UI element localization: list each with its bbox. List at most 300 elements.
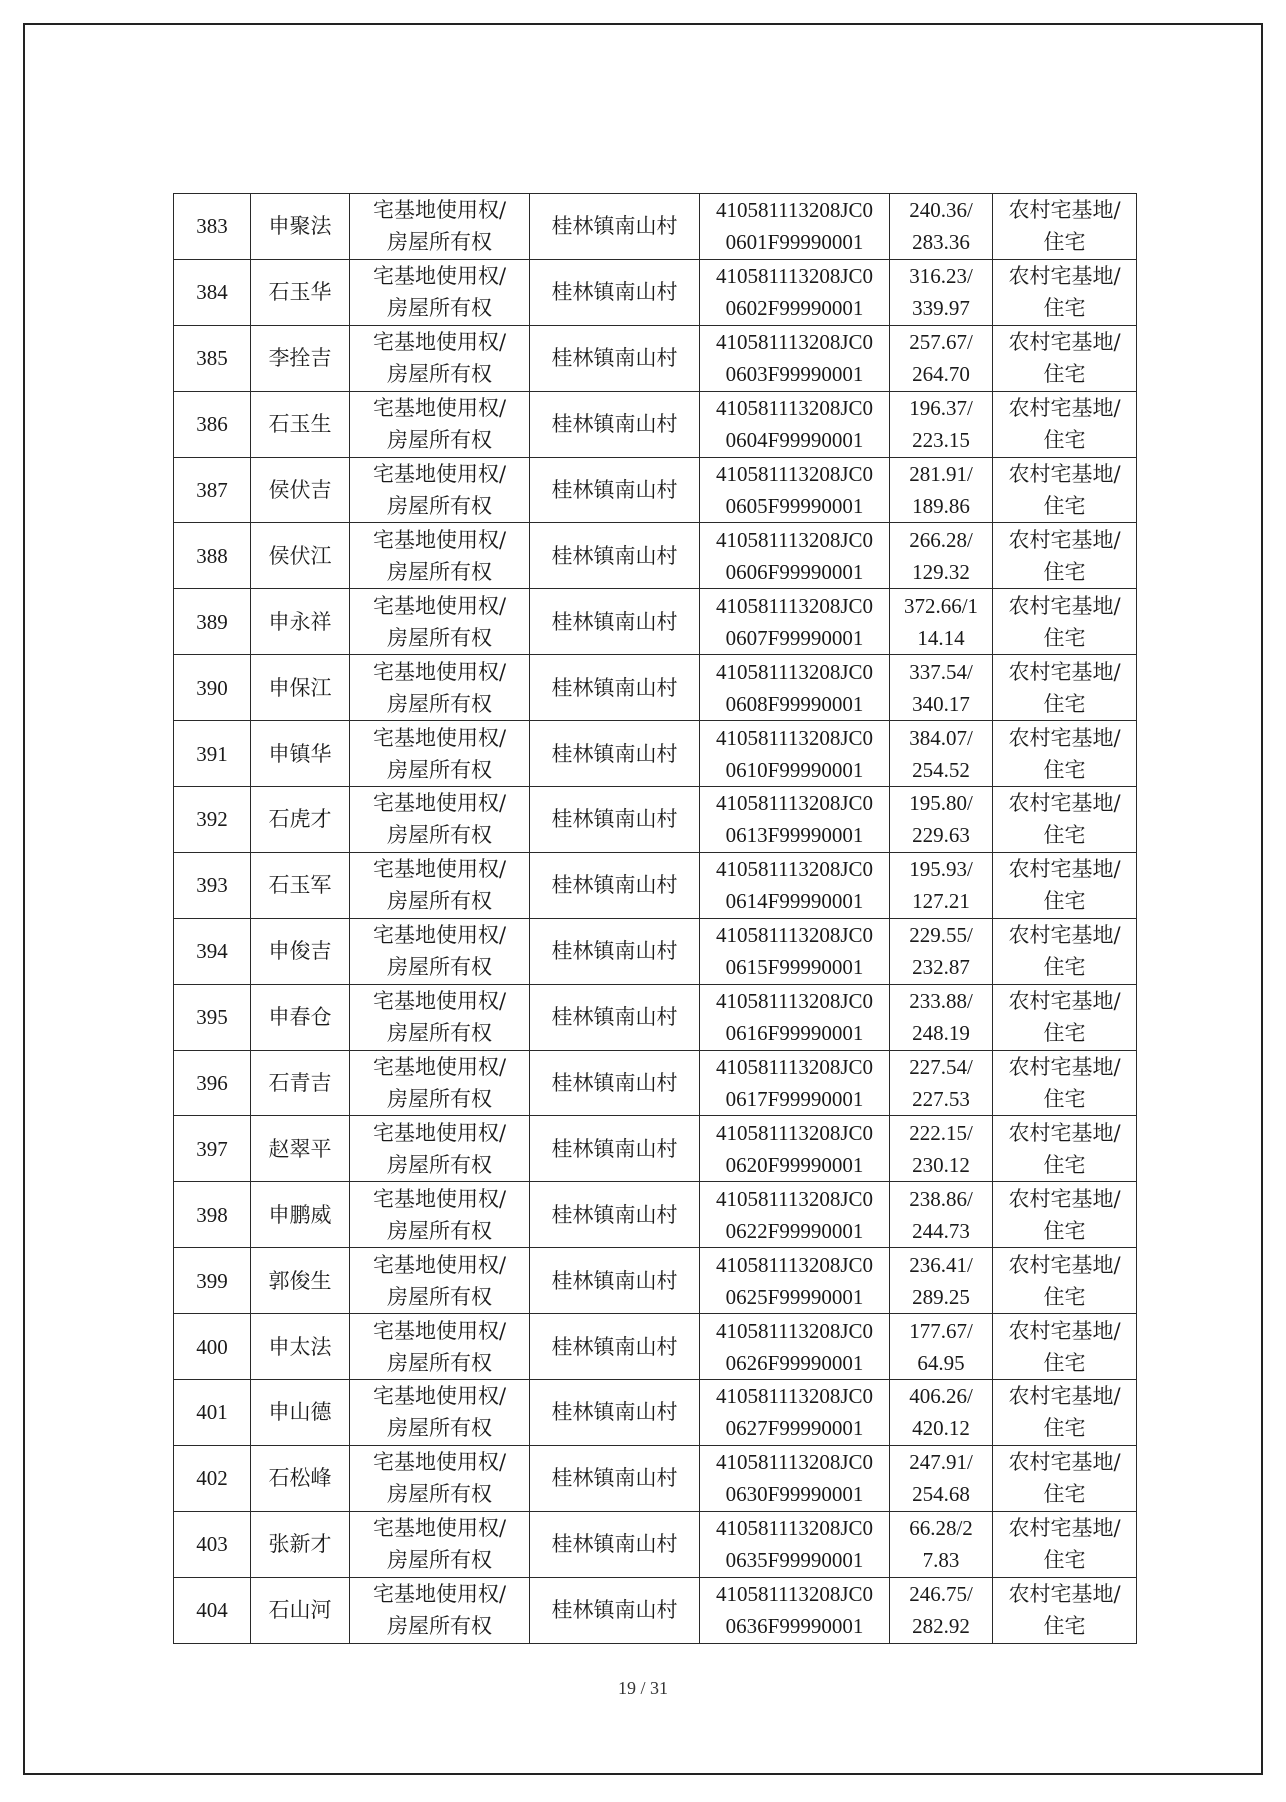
land-use-cell xyxy=(993,1577,1137,1643)
right-type-text: 房屋所有权 xyxy=(387,691,492,716)
table-row xyxy=(174,391,1137,457)
land-use-text: 住宅 xyxy=(1043,1350,1086,1375)
owner-name-text: 石山河 xyxy=(268,1598,332,1623)
right-type-cell xyxy=(350,1182,530,1248)
row-number-cell xyxy=(174,194,251,260)
row-number-cell xyxy=(174,1314,251,1380)
right-type-text: 房屋所有权 xyxy=(387,494,492,518)
area-text: 195.93/ xyxy=(909,857,973,882)
owner-name-text: 郭俊生 xyxy=(268,1268,332,1293)
location-text: 桂林镇南山村 xyxy=(551,1334,678,1359)
right-type-text: 宅基地使用权/ xyxy=(372,1450,507,1475)
right-type-text: 房屋所有权 xyxy=(387,559,492,584)
row-number-text: 397 xyxy=(196,1136,228,1161)
location-cell xyxy=(530,259,700,325)
owner-name-cell xyxy=(251,194,350,260)
row-number-text: 385 xyxy=(196,346,228,371)
land-use-cell xyxy=(993,1314,1137,1380)
area-text: 223.15 xyxy=(912,428,970,453)
area-text: 227.53 xyxy=(912,1087,970,1112)
row-number-text: 383 xyxy=(196,214,228,239)
unit-code-text: 410581113208JC0 xyxy=(715,1384,874,1409)
right-type-text: 房屋所有权 xyxy=(387,889,492,914)
owner-name-cell xyxy=(251,787,350,853)
owner-name-text: 侯伏江 xyxy=(268,543,332,568)
table-row xyxy=(174,1314,1137,1380)
area-cell xyxy=(890,918,993,984)
land-use-text: 农村宅基地/ xyxy=(1008,857,1121,882)
unit-code-text: 410581113208JC0 xyxy=(715,1450,874,1475)
area-cell xyxy=(890,721,993,787)
property-registry-table xyxy=(173,193,1137,1644)
row-number-text: 394 xyxy=(196,939,228,964)
land-use-text: 住宅 xyxy=(1043,1416,1086,1441)
area-text: 236.41/ xyxy=(909,1252,973,1277)
owner-name-cell xyxy=(251,391,350,457)
area-cell xyxy=(890,1182,993,1248)
row-number-text: 388 xyxy=(196,543,228,568)
land-use-text: 住宅 xyxy=(1043,559,1086,584)
location-cell xyxy=(530,1248,700,1314)
land-use-text: 住宅 xyxy=(1043,691,1086,716)
location-cell xyxy=(530,721,700,787)
unit-code-text: 0605F99990001 xyxy=(725,494,864,518)
right-type-text: 宅基地使用权/ xyxy=(372,330,507,355)
right-type-text: 房屋所有权 xyxy=(387,757,492,782)
unit-code-text: 0615F99990001 xyxy=(725,955,864,980)
row-number-text: 389 xyxy=(196,609,228,634)
table-row xyxy=(174,1182,1137,1248)
land-use-text: 住宅 xyxy=(1043,1284,1086,1309)
row-number-cell xyxy=(174,984,251,1050)
owner-name-text: 申山德 xyxy=(268,1400,332,1425)
land-use-cell xyxy=(993,721,1137,787)
right-type-cell xyxy=(350,1050,530,1116)
land-use-text: 农村宅基地/ xyxy=(1008,725,1121,750)
row-number-cell xyxy=(174,325,251,391)
area-cell xyxy=(890,325,993,391)
owner-name-text: 李拴吉 xyxy=(268,346,332,371)
unit-code-cell xyxy=(700,1577,890,1643)
unit-code-cell xyxy=(700,259,890,325)
area-text: 372.66/1 xyxy=(903,593,979,618)
land-use-cell xyxy=(993,259,1137,325)
unit-code-cell xyxy=(700,1050,890,1116)
area-text: 227.54/ xyxy=(909,1055,973,1080)
owner-name-text: 石青吉 xyxy=(268,1071,332,1096)
owner-name-text: 侯伏吉 xyxy=(268,478,332,502)
area-cell xyxy=(890,1050,993,1116)
area-text: 7.83 xyxy=(922,1548,960,1573)
land-use-text: 农村宅基地/ xyxy=(1008,527,1121,552)
land-use-cell xyxy=(993,852,1137,918)
right-type-cell xyxy=(350,721,530,787)
right-type-cell xyxy=(350,1511,530,1577)
unit-code-text: 0613F99990001 xyxy=(725,823,864,848)
right-type-text: 宅基地使用权/ xyxy=(372,198,507,223)
owner-name-cell xyxy=(251,1314,350,1380)
area-text: 177.67/ xyxy=(909,1318,973,1343)
unit-code-text: 410581113208JC0 xyxy=(715,527,874,552)
right-type-text: 房屋所有权 xyxy=(387,362,492,387)
area-cell xyxy=(890,259,993,325)
location-cell xyxy=(530,984,700,1050)
unit-code-cell xyxy=(700,523,890,589)
unit-code-cell xyxy=(700,1314,890,1380)
unit-code-text: 410581113208JC0 xyxy=(715,1120,874,1145)
land-use-cell xyxy=(993,391,1137,457)
row-number-text: 390 xyxy=(196,675,228,700)
owner-name-text: 赵翠平 xyxy=(268,1136,332,1161)
land-use-cell xyxy=(993,918,1137,984)
area-cell xyxy=(890,1380,993,1446)
location-text: 桂林镇南山村 xyxy=(551,1071,678,1096)
unit-code-text: 410581113208JC0 xyxy=(715,462,874,486)
land-use-cell xyxy=(993,523,1137,589)
location-text: 桂林镇南山村 xyxy=(551,412,678,437)
unit-code-cell xyxy=(700,457,890,523)
row-number-text: 400 xyxy=(196,1334,228,1359)
land-use-text: 农村宅基地/ xyxy=(1008,791,1121,816)
row-number-cell xyxy=(174,523,251,589)
owner-name-cell xyxy=(251,1050,350,1116)
land-use-cell xyxy=(993,457,1137,523)
location-cell xyxy=(530,457,700,523)
row-number-cell xyxy=(174,259,251,325)
land-use-text: 住宅 xyxy=(1043,955,1086,980)
right-type-text: 房屋所有权 xyxy=(387,230,492,255)
right-type-text: 房屋所有权 xyxy=(387,1021,492,1046)
right-type-cell xyxy=(350,787,530,853)
unit-code-cell xyxy=(700,391,890,457)
location-text: 桂林镇南山村 xyxy=(551,1466,678,1491)
right-type-text: 房屋所有权 xyxy=(387,1482,492,1507)
right-type-text: 宅基地使用权/ xyxy=(372,1582,507,1607)
location-text: 桂林镇南山村 xyxy=(551,214,678,239)
row-number-text: 398 xyxy=(196,1202,228,1227)
owner-name-cell xyxy=(251,589,350,655)
area-text: 254.68 xyxy=(912,1482,970,1507)
location-cell xyxy=(530,1511,700,1577)
area-text: 316.23/ xyxy=(909,264,973,289)
right-type-cell xyxy=(350,391,530,457)
land-use-text: 住宅 xyxy=(1043,1218,1086,1243)
area-text: 406.26/ xyxy=(909,1384,973,1409)
owner-name-text: 石玉生 xyxy=(268,412,332,437)
owner-name-cell xyxy=(251,918,350,984)
right-type-text: 房屋所有权 xyxy=(387,1152,492,1177)
location-text: 桂林镇南山村 xyxy=(551,1598,678,1623)
land-use-text: 住宅 xyxy=(1043,1021,1086,1046)
unit-code-text: 410581113208JC0 xyxy=(715,264,874,289)
table-row xyxy=(174,1445,1137,1511)
right-type-cell xyxy=(350,1445,530,1511)
land-use-cell xyxy=(993,787,1137,853)
area-text: 257.67/ xyxy=(909,330,973,355)
area-cell xyxy=(890,852,993,918)
unit-code-text: 410581113208JC0 xyxy=(715,989,874,1014)
right-type-text: 宅基地使用权/ xyxy=(372,1055,507,1080)
owner-name-text: 申俊吉 xyxy=(268,939,332,964)
row-number-text: 396 xyxy=(196,1071,228,1096)
area-text: 266.28/ xyxy=(909,527,973,552)
area-text: 283.36 xyxy=(912,230,970,255)
table-row xyxy=(174,655,1137,721)
location-text: 桂林镇南山村 xyxy=(551,1268,678,1293)
location-text: 桂林镇南山村 xyxy=(551,807,678,832)
location-text: 桂林镇南山村 xyxy=(551,543,678,568)
land-use-text: 住宅 xyxy=(1043,625,1086,650)
area-cell xyxy=(890,655,993,721)
row-number-text: 399 xyxy=(196,1268,228,1293)
table-row xyxy=(174,1380,1137,1446)
right-type-cell xyxy=(350,655,530,721)
area-text: 282.92 xyxy=(912,1614,970,1639)
area-text: 229.63 xyxy=(912,823,970,848)
land-use-cell xyxy=(993,1050,1137,1116)
area-text: 232.87 xyxy=(912,955,970,980)
row-number-cell xyxy=(174,918,251,984)
area-text: 222.15/ xyxy=(909,1120,973,1145)
row-number-cell xyxy=(174,1380,251,1446)
owner-name-text: 石虎才 xyxy=(268,807,332,832)
row-number-cell xyxy=(174,787,251,853)
unit-code-text: 0606F99990001 xyxy=(725,559,864,584)
land-use-text: 住宅 xyxy=(1043,230,1086,255)
right-type-cell xyxy=(350,523,530,589)
right-type-text: 房屋所有权 xyxy=(387,1548,492,1573)
owner-name-text: 申太法 xyxy=(268,1334,332,1359)
unit-code-text: 0607F99990001 xyxy=(725,625,864,650)
owner-name-text: 张新才 xyxy=(268,1532,332,1557)
land-use-text: 住宅 xyxy=(1043,1614,1086,1639)
land-use-cell xyxy=(993,1511,1137,1577)
owner-name-text: 石松峰 xyxy=(268,1466,332,1491)
owner-name-text: 申聚法 xyxy=(268,214,332,239)
land-use-text: 农村宅基地/ xyxy=(1008,659,1121,684)
right-type-text: 宅基地使用权/ xyxy=(372,725,507,750)
land-use-text: 农村宅基地/ xyxy=(1008,593,1121,618)
unit-code-cell xyxy=(700,325,890,391)
owner-name-text: 申鹏威 xyxy=(268,1202,332,1227)
row-number-cell xyxy=(174,1577,251,1643)
right-type-text: 宅基地使用权/ xyxy=(372,462,507,486)
row-number-text: 404 xyxy=(196,1598,228,1623)
row-number-cell xyxy=(174,1445,251,1511)
location-text: 桂林镇南山村 xyxy=(551,939,678,964)
row-number-text: 393 xyxy=(196,873,228,898)
location-cell xyxy=(530,1182,700,1248)
land-use-cell xyxy=(993,1248,1137,1314)
area-text: 233.88/ xyxy=(909,989,973,1014)
area-text: 337.54/ xyxy=(909,659,973,684)
table-body xyxy=(174,194,1137,1644)
land-use-text: 农村宅基地/ xyxy=(1008,1252,1121,1277)
location-cell xyxy=(530,194,700,260)
right-type-cell xyxy=(350,325,530,391)
row-number-cell xyxy=(174,721,251,787)
unit-code-cell xyxy=(700,194,890,260)
area-text: 64.95 xyxy=(917,1350,965,1375)
location-cell xyxy=(530,852,700,918)
owner-name-text: 石玉军 xyxy=(268,873,332,898)
location-text: 桂林镇南山村 xyxy=(551,1400,678,1425)
unit-code-text: 0601F99990001 xyxy=(725,230,864,255)
row-number-text: 395 xyxy=(196,1005,228,1030)
unit-code-cell xyxy=(700,918,890,984)
right-type-text: 宅基地使用权/ xyxy=(372,791,507,816)
unit-code-text: 410581113208JC0 xyxy=(715,1186,874,1211)
area-cell xyxy=(890,523,993,589)
right-type-text: 房屋所有权 xyxy=(387,428,492,453)
area-text: 384.07/ xyxy=(909,725,973,750)
land-use-text: 住宅 xyxy=(1043,428,1086,453)
unit-code-text: 0630F99990001 xyxy=(725,1482,864,1507)
unit-code-text: 0603F99990001 xyxy=(725,362,864,387)
right-type-text: 宅基地使用权/ xyxy=(372,1120,507,1145)
unit-code-cell xyxy=(700,984,890,1050)
row-number-cell xyxy=(174,589,251,655)
unit-code-text: 0604F99990001 xyxy=(725,428,864,453)
page-number: 19 / 31 xyxy=(617,1678,668,1698)
area-text: 247.91/ xyxy=(909,1450,973,1475)
unit-code-text: 410581113208JC0 xyxy=(715,1055,874,1080)
unit-code-cell xyxy=(700,1248,890,1314)
right-type-text: 宅基地使用权/ xyxy=(372,1384,507,1409)
right-type-text: 房屋所有权 xyxy=(387,1350,492,1375)
land-use-text: 农村宅基地/ xyxy=(1008,1318,1121,1343)
area-text: 129.32 xyxy=(912,559,970,584)
location-cell xyxy=(530,1050,700,1116)
right-type-cell xyxy=(350,918,530,984)
right-type-text: 房屋所有权 xyxy=(387,296,492,321)
unit-code-text: 0610F99990001 xyxy=(725,757,864,782)
unit-code-text: 0602F99990001 xyxy=(725,296,864,321)
area-text: 289.25 xyxy=(912,1284,970,1309)
row-number-cell xyxy=(174,852,251,918)
right-type-cell xyxy=(350,457,530,523)
location-cell xyxy=(530,918,700,984)
location-cell xyxy=(530,1116,700,1182)
unit-code-text: 410581113208JC0 xyxy=(715,1582,874,1607)
land-use-text: 农村宅基地/ xyxy=(1008,330,1121,355)
table-row xyxy=(174,1577,1137,1643)
table-row xyxy=(174,721,1137,787)
table-row xyxy=(174,787,1137,853)
land-use-text: 农村宅基地/ xyxy=(1008,1186,1121,1211)
unit-code-cell xyxy=(700,1116,890,1182)
right-type-text: 宅基地使用权/ xyxy=(372,1318,507,1343)
table-row xyxy=(174,325,1137,391)
row-number-cell xyxy=(174,391,251,457)
location-text: 桂林镇南山村 xyxy=(551,609,678,634)
unit-code-text: 0625F99990001 xyxy=(725,1284,864,1309)
unit-code-text: 0614F99990001 xyxy=(725,889,864,914)
unit-code-text: 0627F99990001 xyxy=(725,1416,864,1441)
location-text: 桂林镇南山村 xyxy=(551,346,678,371)
unit-code-text: 410581113208JC0 xyxy=(715,791,874,816)
area-cell xyxy=(890,1248,993,1314)
table-row xyxy=(174,457,1137,523)
area-text: 127.21 xyxy=(912,889,970,914)
area-text: 244.73 xyxy=(912,1218,970,1243)
row-number-cell xyxy=(174,1182,251,1248)
land-use-text: 住宅 xyxy=(1043,1482,1086,1507)
land-use-text: 农村宅基地/ xyxy=(1008,1120,1121,1145)
right-type-cell xyxy=(350,259,530,325)
area-text: 339.97 xyxy=(912,296,970,321)
right-type-cell xyxy=(350,1577,530,1643)
unit-code-text: 410581113208JC0 xyxy=(715,659,874,684)
location-cell xyxy=(530,1577,700,1643)
right-type-text: 宅基地使用权/ xyxy=(372,1252,507,1277)
unit-code-cell xyxy=(700,1511,890,1577)
location-cell xyxy=(530,589,700,655)
right-type-cell xyxy=(350,852,530,918)
unit-code-text: 410581113208JC0 xyxy=(715,1516,874,1541)
land-use-text: 住宅 xyxy=(1043,823,1086,848)
area-text: 14.14 xyxy=(917,625,965,650)
area-cell xyxy=(890,1116,993,1182)
table-row xyxy=(174,984,1137,1050)
unit-code-text: 410581113208JC0 xyxy=(715,923,874,948)
row-number-cell xyxy=(174,1248,251,1314)
area-text: 229.55/ xyxy=(909,923,973,948)
land-use-cell xyxy=(993,984,1137,1050)
unit-code-text: 0622F99990001 xyxy=(725,1218,864,1243)
table-row xyxy=(174,1116,1137,1182)
area-text: 264.70 xyxy=(912,362,970,387)
location-cell xyxy=(530,1380,700,1446)
owner-name-cell xyxy=(251,1182,350,1248)
unit-code-text: 410581113208JC0 xyxy=(715,198,874,223)
right-type-text: 宅基地使用权/ xyxy=(372,989,507,1014)
right-type-text: 房屋所有权 xyxy=(387,1284,492,1309)
row-number-cell xyxy=(174,1050,251,1116)
owner-name-text: 申保江 xyxy=(268,675,332,700)
location-cell xyxy=(530,1314,700,1380)
row-number-text: 384 xyxy=(196,280,228,305)
owner-name-text: 申永祥 xyxy=(268,609,332,634)
land-use-text: 农村宅基地/ xyxy=(1008,923,1121,948)
area-text: 238.86/ xyxy=(909,1186,973,1211)
area-text: 196.37/ xyxy=(909,396,973,421)
area-text: 195.80/ xyxy=(909,791,973,816)
right-type-text: 宅基地使用权/ xyxy=(372,1186,507,1211)
right-type-text: 宅基地使用权/ xyxy=(372,659,507,684)
owner-name-cell xyxy=(251,457,350,523)
land-use-text: 住宅 xyxy=(1043,1548,1086,1573)
row-number-text: 387 xyxy=(196,478,228,502)
owner-name-cell xyxy=(251,1577,350,1643)
right-type-cell xyxy=(350,1314,530,1380)
land-use-text: 住宅 xyxy=(1043,362,1086,387)
land-use-text: 住宅 xyxy=(1043,1087,1086,1112)
land-use-cell xyxy=(993,325,1137,391)
unit-code-text: 410581113208JC0 xyxy=(715,330,874,355)
land-use-text: 农村宅基地/ xyxy=(1008,1516,1121,1541)
area-text: 189.86 xyxy=(912,494,970,518)
unit-code-text: 0620F99990001 xyxy=(725,1152,864,1177)
table-row xyxy=(174,918,1137,984)
unit-code-text: 0636F99990001 xyxy=(725,1614,864,1639)
row-number-text: 401 xyxy=(196,1400,228,1425)
right-type-cell xyxy=(350,1380,530,1446)
unit-code-text: 0617F99990001 xyxy=(725,1087,864,1112)
area-cell xyxy=(890,1314,993,1380)
land-use-text: 农村宅基地/ xyxy=(1008,396,1121,421)
owner-name-text: 申春仓 xyxy=(268,1005,332,1030)
